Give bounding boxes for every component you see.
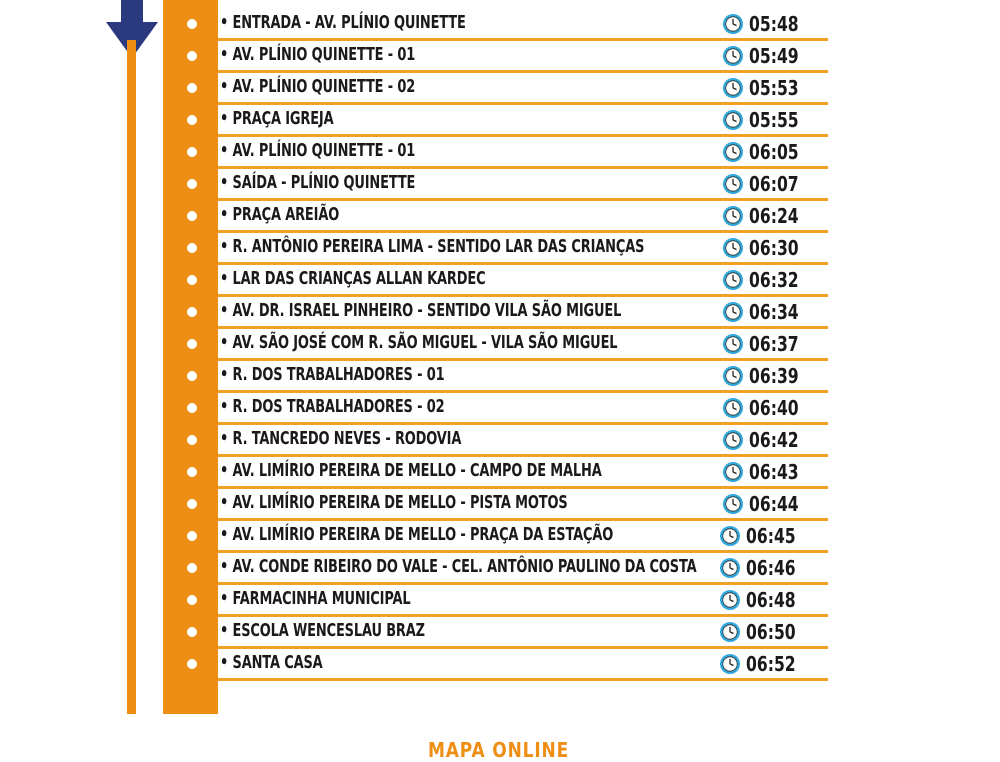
clock-icon bbox=[722, 493, 744, 515]
stop-row bbox=[218, 41, 828, 73]
stop-dot bbox=[187, 435, 197, 445]
stop-dot bbox=[187, 211, 197, 221]
stop-time: 06:44 bbox=[749, 492, 799, 516]
stop-row bbox=[218, 329, 828, 361]
stop-time: 05:53 bbox=[749, 76, 799, 100]
stop-name: • R. DOS TRABALHADORES - 01 bbox=[220, 364, 445, 385]
stop-dot bbox=[187, 51, 197, 61]
stop-time: 06:05 bbox=[749, 140, 799, 164]
stop-name: • AV. DR. ISRAEL PINHEIRO - SENTIDO VILA SÃO MIGUEL bbox=[220, 300, 622, 321]
stop-time: 05:48 bbox=[749, 12, 799, 36]
stop-dot bbox=[187, 339, 197, 349]
stop-marker-strip bbox=[163, 0, 218, 714]
stop-row bbox=[218, 617, 828, 649]
stop-time: 05:55 bbox=[749, 108, 799, 132]
stop-time: 06:45 bbox=[746, 524, 796, 548]
stop-time: 06:30 bbox=[749, 236, 799, 260]
stop-time: 06:43 bbox=[749, 460, 799, 484]
stop-row bbox=[218, 649, 828, 681]
stop-time: 06:24 bbox=[749, 204, 799, 228]
clock-icon bbox=[719, 557, 741, 579]
stop-dot bbox=[187, 595, 197, 605]
stop-name: • ENTRADA - AV. PLÍNIO QUINETTE bbox=[220, 12, 466, 33]
stop-time: 06:34 bbox=[749, 300, 799, 324]
clock-icon bbox=[722, 269, 744, 291]
stop-dot bbox=[187, 83, 197, 93]
stop-time: 06:46 bbox=[746, 556, 796, 580]
clock-icon bbox=[722, 77, 744, 99]
stop-time: 06:07 bbox=[749, 172, 799, 196]
stop-time: 06:37 bbox=[749, 332, 799, 356]
stop-row bbox=[218, 425, 828, 457]
stop-name: • LAR DAS CRIANÇAS ALLAN KARDEC bbox=[220, 268, 486, 289]
stop-row bbox=[218, 489, 828, 521]
stop-dot bbox=[187, 19, 197, 29]
stop-row bbox=[218, 361, 828, 393]
stop-name: • PRAÇA IGREJA bbox=[220, 108, 334, 129]
route-line bbox=[127, 40, 136, 714]
stop-row bbox=[218, 521, 828, 553]
stop-name: • ESCOLA WENCESLAU BRAZ bbox=[220, 620, 425, 641]
stop-row bbox=[218, 105, 828, 137]
stop-name: • R. TANCREDO NEVES - RODOVIA bbox=[220, 428, 462, 449]
stop-row bbox=[218, 297, 828, 329]
stop-name: • AV. PLÍNIO QUINETTE - 02 bbox=[220, 76, 416, 97]
stop-time: 06:32 bbox=[749, 268, 799, 292]
stop-dot bbox=[187, 179, 197, 189]
stop-dot bbox=[187, 275, 197, 285]
stop-row bbox=[218, 137, 828, 169]
clock-icon bbox=[722, 397, 744, 419]
clock-icon bbox=[719, 653, 741, 675]
clock-icon bbox=[722, 333, 744, 355]
stop-dot bbox=[187, 371, 197, 381]
stop-name: • FARMACINHA MUNICIPAL bbox=[220, 588, 411, 609]
stop-row bbox=[218, 73, 828, 105]
stop-row bbox=[218, 457, 828, 489]
stop-name: • AV. CONDE RIBEIRO DO VALE - CEL. ANTÔNIO PAULINO DA COSTA bbox=[220, 556, 697, 577]
clock-icon bbox=[722, 205, 744, 227]
stop-dot bbox=[187, 563, 197, 573]
clock-icon bbox=[722, 45, 744, 67]
stop-dot bbox=[187, 243, 197, 253]
clock-icon bbox=[722, 173, 744, 195]
stop-name: • R. ANTÔNIO PEREIRA LIMA - SENTIDO LAR DAS CRIANÇAS bbox=[220, 236, 645, 257]
stop-name: • SANTA CASA bbox=[220, 652, 323, 673]
stop-row bbox=[218, 201, 828, 233]
stop-name: • AV. LIMÍRIO PEREIRA DE MELLO - PISTA MOTOS bbox=[220, 492, 568, 513]
clock-icon bbox=[722, 13, 744, 35]
clock-icon bbox=[722, 141, 744, 163]
stop-time: 06:42 bbox=[749, 428, 799, 452]
stop-dot bbox=[187, 115, 197, 125]
stop-row bbox=[218, 169, 828, 201]
stop-name: • AV. PLÍNIO QUINETTE - 01 bbox=[220, 140, 416, 161]
stop-name: • SAÍDA - PLÍNIO QUINETTE bbox=[220, 172, 416, 193]
clock-icon bbox=[722, 109, 744, 131]
stop-row bbox=[218, 393, 828, 425]
stop-time: 06:52 bbox=[746, 652, 796, 676]
stop-dot bbox=[187, 307, 197, 317]
map-online-heading[interactable]: MAPA ONLINE bbox=[428, 738, 570, 762]
stop-name: • PRAÇA AREIÃO bbox=[220, 204, 340, 225]
stop-time: 06:40 bbox=[749, 396, 799, 420]
stop-row bbox=[218, 553, 828, 585]
stop-row bbox=[218, 9, 828, 41]
stop-dot bbox=[187, 531, 197, 541]
clock-icon bbox=[719, 621, 741, 643]
stop-dot bbox=[187, 403, 197, 413]
stop-dot bbox=[187, 467, 197, 477]
stop-name: • R. DOS TRABALHADORES - 02 bbox=[220, 396, 445, 417]
stop-time: 06:50 bbox=[746, 620, 796, 644]
clock-icon bbox=[722, 301, 744, 323]
clock-icon bbox=[722, 429, 744, 451]
stop-time: 05:49 bbox=[749, 44, 799, 68]
stop-dot bbox=[187, 627, 197, 637]
stop-time: 06:48 bbox=[746, 588, 796, 612]
clock-icon bbox=[722, 461, 744, 483]
stop-time: 06:39 bbox=[749, 364, 799, 388]
stop-name: • AV. PLÍNIO QUINETTE - 01 bbox=[220, 44, 416, 65]
stop-name: • AV. LIMÍRIO PEREIRA DE MELLO - CAMPO DE MALHA bbox=[220, 460, 602, 481]
clock-icon bbox=[719, 589, 741, 611]
stop-row bbox=[218, 233, 828, 265]
stop-name: • AV. LIMÍRIO PEREIRA DE MELLO - PRAÇA DA ESTAÇÃO bbox=[220, 524, 614, 545]
clock-icon bbox=[722, 365, 744, 387]
stop-dot bbox=[187, 499, 197, 509]
clock-icon bbox=[719, 525, 741, 547]
stop-dot bbox=[187, 147, 197, 157]
stop-row bbox=[218, 265, 828, 297]
stop-dot bbox=[187, 659, 197, 669]
stop-list bbox=[218, 9, 828, 681]
stop-name: • AV. SÃO JOSÉ COM R. SÃO MIGUEL - VILA SÃO MIGUEL bbox=[220, 332, 618, 353]
clock-icon bbox=[722, 237, 744, 259]
stop-row bbox=[218, 585, 828, 617]
